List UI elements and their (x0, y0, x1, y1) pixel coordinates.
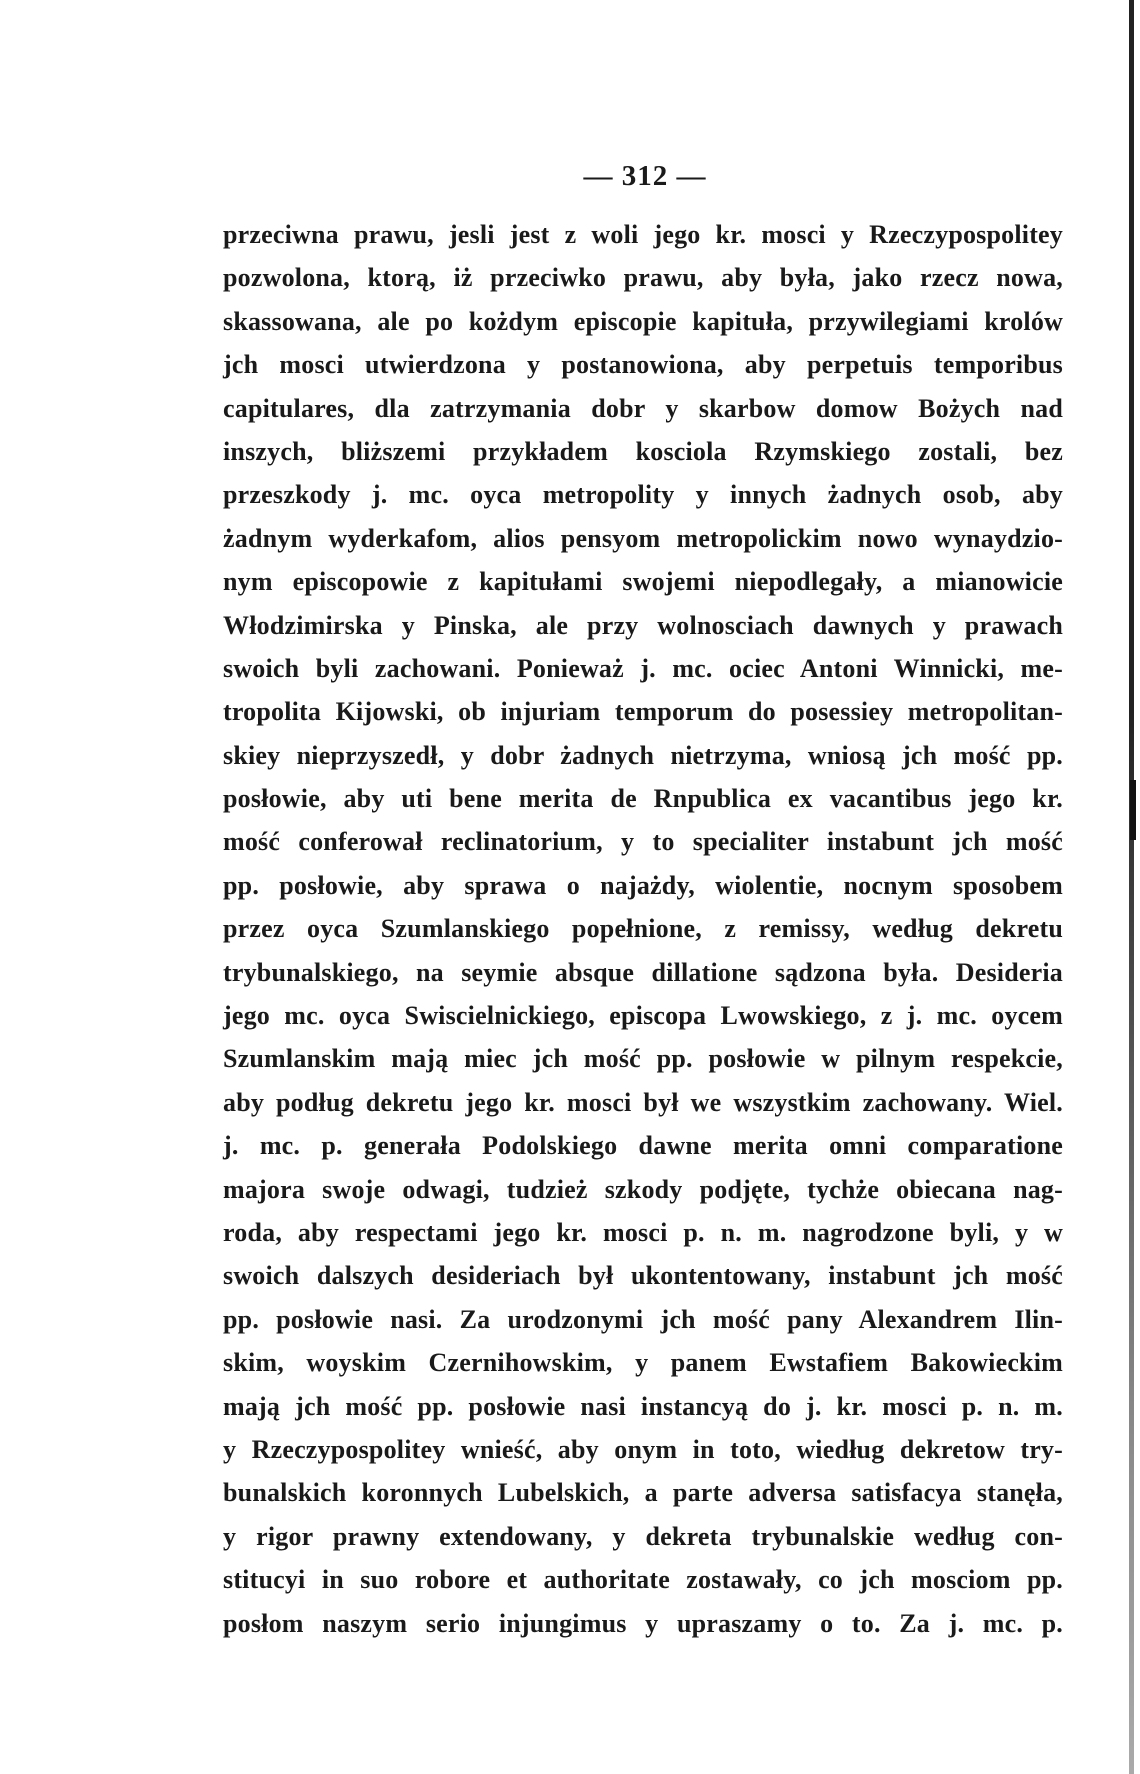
text-line: skassowana, ale po kożdym episcopie kapituła, przywilegiami krolów (223, 306, 1063, 336)
text-line: capitulares, dla zatrzymania dobr y skarbow domow Bożych nad (223, 393, 1063, 423)
text-line: roda, aby respectami jego kr. mosci p. n. m. nagrodzone byli, y w (223, 1217, 1063, 1247)
text-line: pp. posłowie nasi. Za urodzonymi jch mość pany Alexandrem Ilin- (223, 1304, 1063, 1334)
text-line: swoich dalszych desideriach był ukontentowany, instabunt jch mość (223, 1261, 1063, 1291)
text-line: przeciwna prawu, jesli jest z woli jego kr. mosci y Rzeczypospolitey (223, 220, 1063, 249)
text-line: bunalskich koronnych Lubelskich, a parte adversa satisfacya stanęła, (223, 1478, 1063, 1508)
text-line: j. mc. p. generała Podolskiego dawne merita omni comparatione (223, 1131, 1063, 1161)
text-line: pp. posłowie, aby sprawa o najażdy, wiolentie, nocnym sposobem (223, 870, 1063, 900)
text-line: nym episcopowie z kapitułami swojemi niepodlegały, a mianowicie (223, 567, 1063, 597)
text-line: skiey nieprzyszedł, y dobr żadnych nietrzyma, wniosą jch mość pp. (223, 740, 1063, 770)
text-line: aby podług dekretu jego kr. mosci był we wszystkim zachowany. Wiel. (223, 1087, 1063, 1117)
text-line: skim, woyskim Czernihowskim, y panem Ewstafiem Bakowieckim (223, 1348, 1063, 1378)
text-line: mość conferował reclinatorium, y to specialiter instabunt jch mość (223, 827, 1063, 857)
text-line: swoich byli zachowani. Ponieważ j. mc. ociec Antoni Winnicki, me- (223, 653, 1063, 683)
scan-binding-edge (1129, 0, 1134, 1774)
text-line: żadnym wyderkafom, alios pensyom metropolickim nowo wynaydzio- (223, 523, 1063, 553)
text-line: jego mc. oyca Swiscielnickiego, episcopa Lwowskiego, z j. mc. oycem (223, 1001, 1063, 1031)
text-line: y Rzeczypospolitey wnieść, aby onym in toto, wiedług dekretow try- (223, 1434, 1063, 1464)
scan-binding-mark (1130, 780, 1136, 840)
text-line: tropolita Kijowski, ob injuriam temporum do posessiey metropolitan- (223, 697, 1063, 727)
text-line: przez oyca Szumlanskiego popełnione, z remissy, według dekretu (223, 914, 1063, 944)
text-line: Włodzimirska y Pinska, ale przy wolnosciach dawnych y prawach (223, 610, 1063, 640)
text-line: majora swoje odwagi, tudzież szkody podjęte, tychże obiecana nag- (223, 1174, 1063, 1204)
text-line: y rigor prawny extendowany, y dekreta trybunalskie według con- (223, 1521, 1063, 1551)
text-line: pozwolona, ktorą, iż przeciwko prawu, aby była, jako rzecz nowa, (223, 263, 1063, 293)
text-line: trybunalskiego, na seymie absque dillatione sądzona była. Desideria (223, 957, 1063, 987)
text-line: posłowie, aby uti bene merita de Rnpublica ex vacantibus jego kr. (223, 784, 1063, 814)
text-line: Szumlanskim mają miec jch mość pp. posłowie w pilnym respekcie, (223, 1044, 1063, 1074)
text-line: przeszkody j. mc. oyca metropolity y innych żadnych osob, aby (223, 480, 1063, 510)
page-number: — 312 — (583, 160, 707, 192)
body-text (223, 213, 1063, 1645)
text-line: jch mosci utwierdzona y postanowiona, aby perpetuis temporibus (223, 350, 1063, 380)
text-line: inszych, bliższemi przykładem kosciola Rzymskiego zostali, bez (223, 436, 1063, 466)
text-line: mają jch mość pp. posłowie nasi instancyą do j. kr. mosci p. n. m. (223, 1391, 1063, 1421)
text-line: stitucyi in suo robore et authoritate zostawały, co jch mosciom pp. (223, 1565, 1063, 1595)
text-line: posłom naszym serio injungimus y upraszamy o to. Za j. mc. p. (223, 1608, 1063, 1638)
